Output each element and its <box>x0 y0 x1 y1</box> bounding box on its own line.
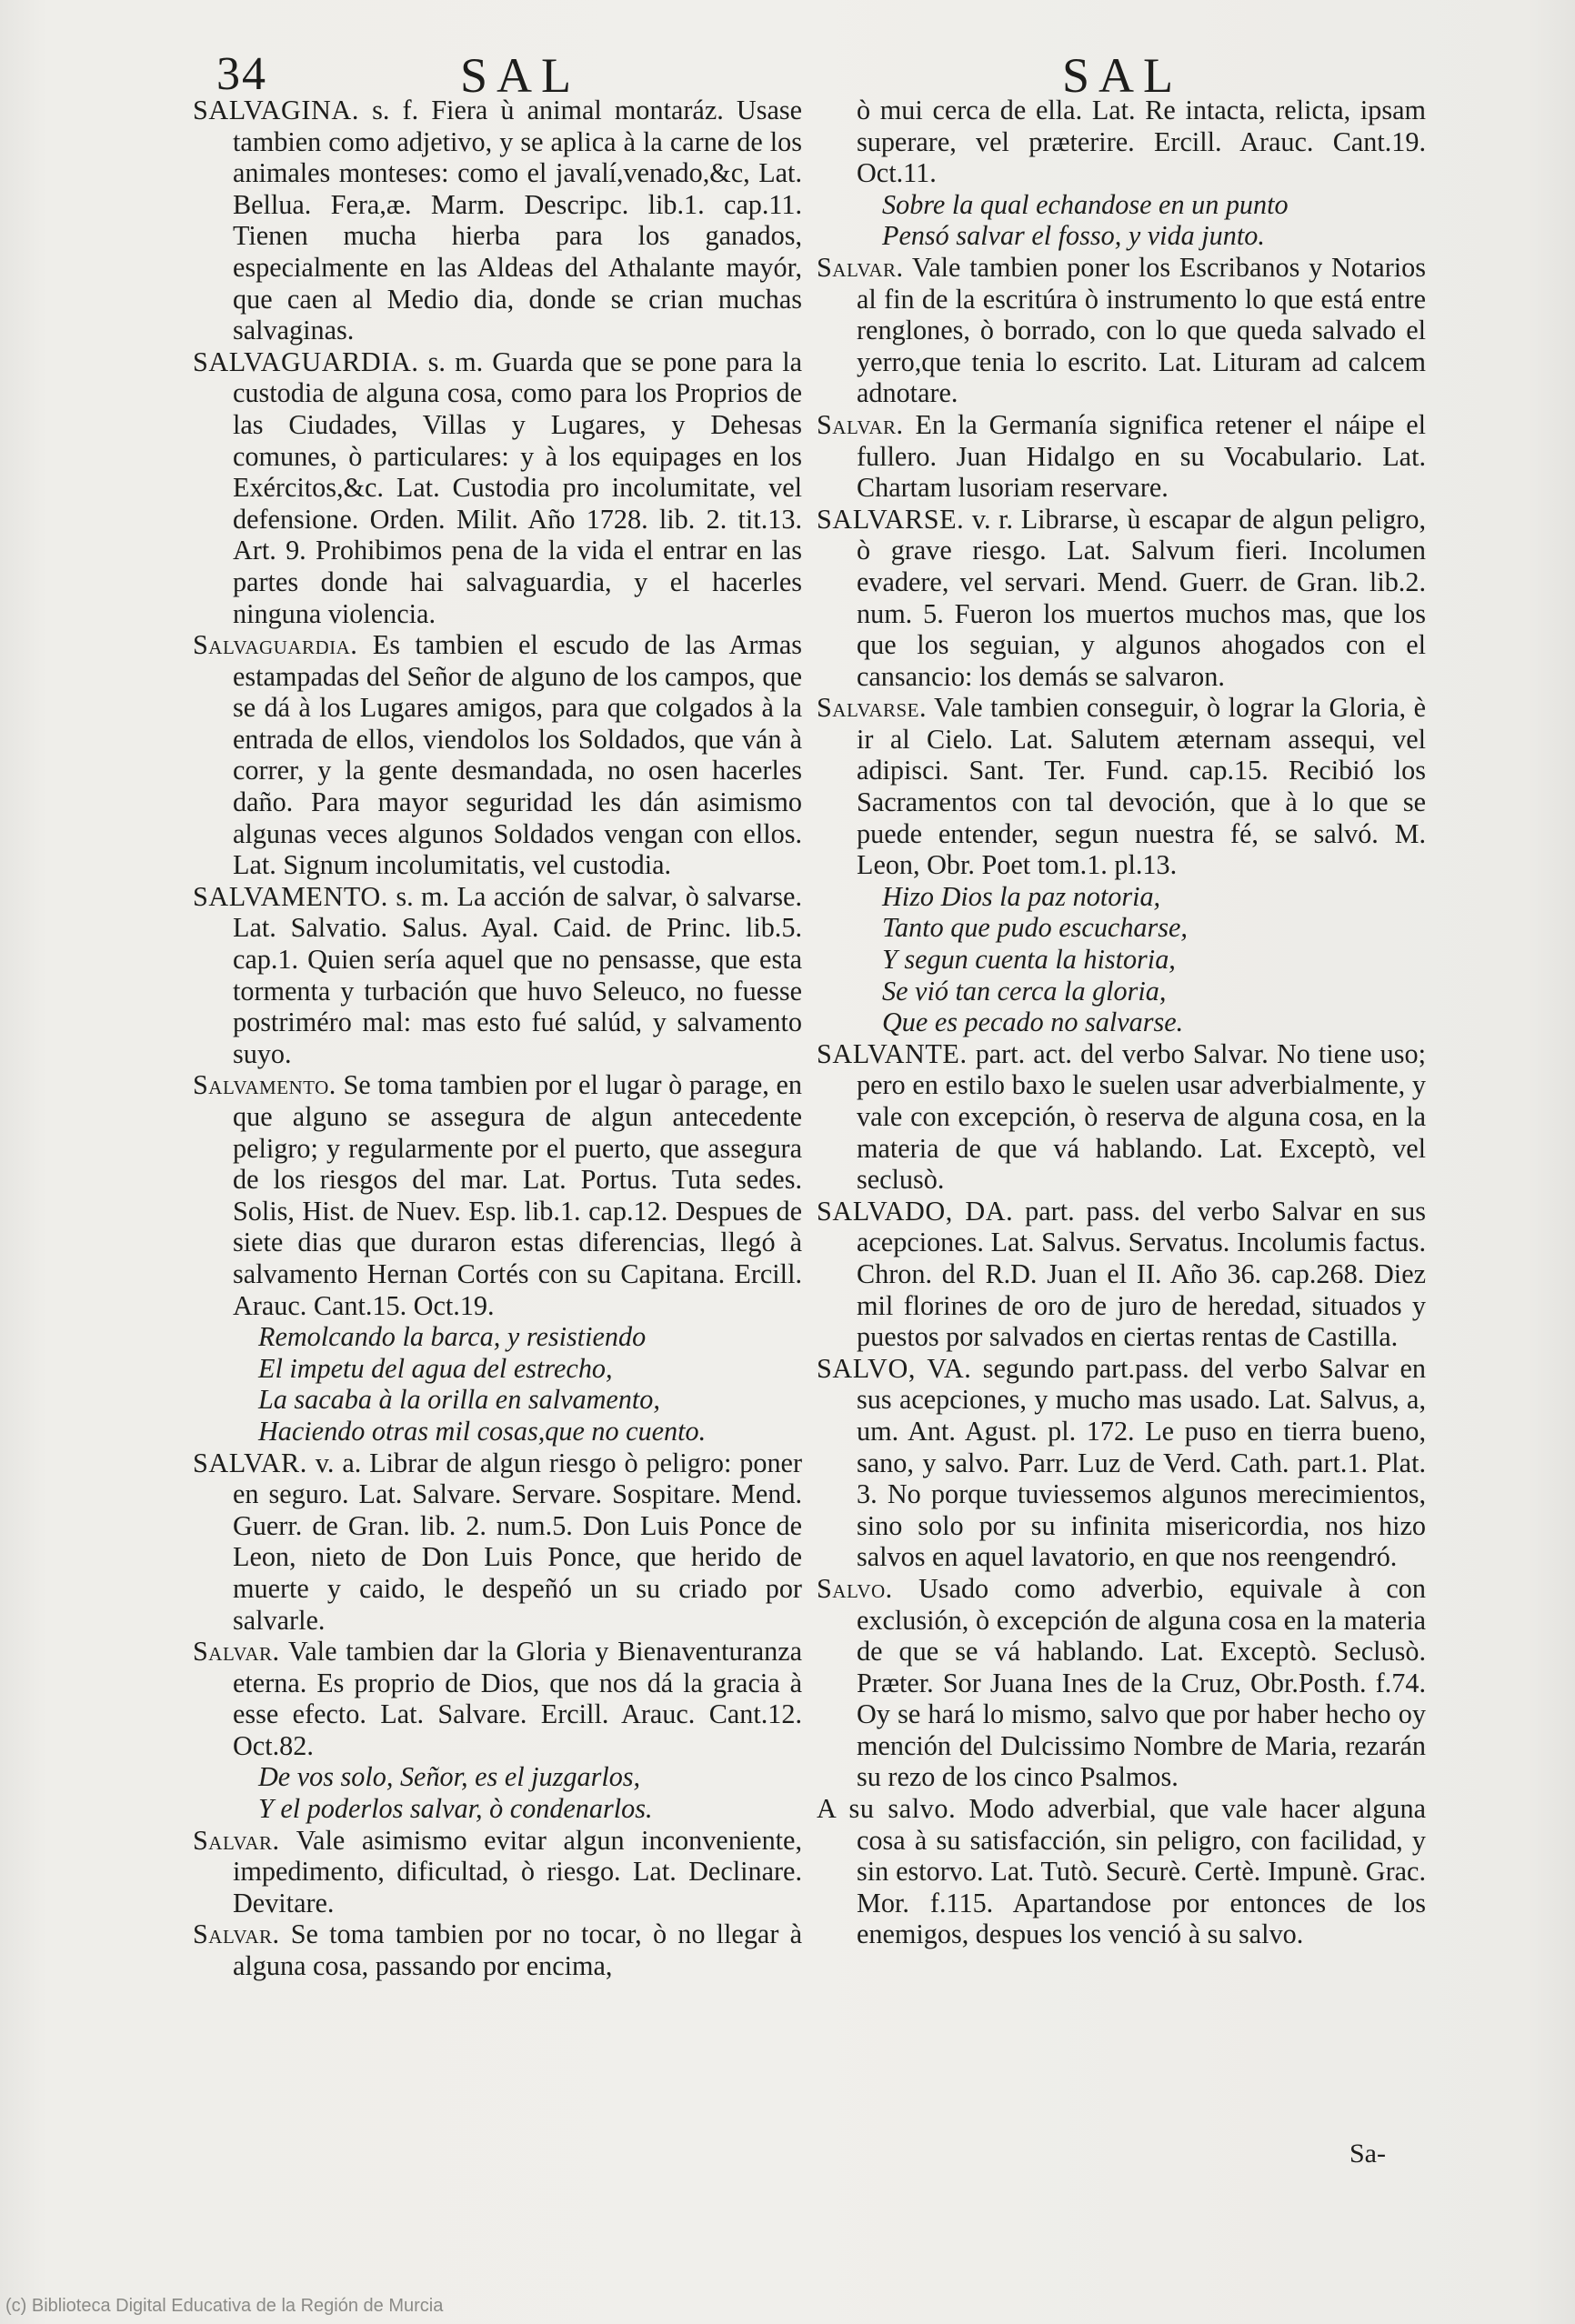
verse-quote <box>817 189 1426 252</box>
entry-salvagina <box>193 95 802 346</box>
headword: SALVANTE. <box>817 1037 968 1069</box>
definition: ò mui cerca de ella. Lat. Re intacta, relicta, ipsam superare, vel præterire. Ercill. Arauc. Cant.19. Oct.11. <box>857 95 1426 189</box>
verse-line: Y segun cuenta la historia, <box>882 944 1176 976</box>
definition: En la Germanía significa retener el náipe el fullero. Juan Hidalgo en su Vocabulario. Lat. Chartam lusoriam reservare. <box>857 408 1426 504</box>
definition: Se toma tambien por no tocar, ò no llegar à alguna cosa, passando por encima, <box>233 1918 802 1982</box>
running-head-right: SAL <box>1062 48 1183 103</box>
definition: Vale asimismo evitar algun inconveniente, impedimento, dificultad, ò riesgo. Lat. Declinare. Devitare. <box>233 1824 802 1918</box>
definition: segundo part.pass. del verbo Salvar en sus acepciones, y mucho mas usado. Lat. Salvus, a, um. Ant. Agust. pl. 172. Le puso en tierra bueno, sano, y salvo. Parr. Luz de Verd. Cath. part.1. Plat. 3. No porque tuviessemos algunos merecimientos, sino solo por su infinita misericordia, nos hizo salvos en aquel lavatorio, en que nos reengendró. <box>857 1352 1426 1573</box>
entry-salvamento <box>193 881 802 1070</box>
left-column <box>193 95 802 1982</box>
definition: Vale tambien dar la Gloria y Bienaventuranza eterna. Es proprio de Dios, que nos dá la gracia à esse efecto. Lat. Salvare. Ercill. Arauc. Cant.12. Oct.82. <box>233 1636 802 1761</box>
entry-salvar-4 <box>193 1918 802 1981</box>
headword: Salvar. <box>817 251 904 283</box>
verse-line: Remolcando la barca, y resistiendo <box>258 1321 647 1353</box>
headword: SALVAGINA. <box>193 95 359 125</box>
headword: SALVARSE. <box>817 503 965 535</box>
verse-line: De vos solo, Señor, es el juzgarlos, <box>258 1761 641 1793</box>
headword: Salvamento. <box>193 1069 336 1101</box>
entry-salvaguardia-2 <box>193 629 802 881</box>
headword: Salvar. <box>193 1636 280 1668</box>
definition: Vale tambien poner los Escribanos y Notarios al fin de la escritúra ò instrumento lo que está entre renglones, ò borrado, con lo que queda salvado el yerro,que tenia lo escrito. Lat. Lituram ad calcem adnotare. <box>857 251 1426 409</box>
headword: SALVAGUARDIA. <box>193 346 419 377</box>
verse-line: Sobre la qual echandose en un punto <box>882 188 1289 220</box>
definition: Se toma tambien por el lugar ò parage, en que alguno se assegura de algun antecedente peligro; y regularmente por el puerto, que assegura de los riesgos del mar. Lat. Portus. Tuta sedes. Solis, Hist. de Nuev. Esp. lib.1. cap.12. Despues de siete dias que duraron estas diferencias, llegó à salvamento Hernan Cortés con su Capitana. Ercill. Arauc. Cant.15. Oct.19. <box>233 1069 802 1321</box>
entry-salvado <box>817 1196 1426 1353</box>
entry-salvarse <box>817 504 1426 693</box>
headword: Salvo. <box>817 1572 893 1604</box>
definition: Vale tambien conseguir, ò lograr la Gloria, è ir al Cielo. Lat. Salutem æternam assequi, vel adipisci. Sant. Ter. Fund. cap.15. Recibió los Sacramentos con tal devoción, que à lo que se puede entender, segun nuestra fé, se salvó. M. Leon, Obr. Poet tom.1. pl.13. <box>857 692 1426 881</box>
page-header <box>0 47 1575 102</box>
entry-salvo-2 <box>817 1573 1426 1793</box>
verse-line: Hizo Dios la paz notoria, <box>882 880 1161 912</box>
entry-salvar-3 <box>193 1825 802 1919</box>
headword: SALVAMENTO. <box>193 880 388 912</box>
verse-line: Se vió tan cerca la gloria, <box>882 975 1167 1007</box>
headword: Salvar. <box>193 1918 280 1950</box>
verse-quote <box>817 881 1426 1038</box>
headword: Salvar. <box>817 408 904 440</box>
definition: v. a. Librar de algun riesgo ò peligro: poner en seguro. Lat. Salvare. Servare. Sospitare. Mend. Guerr. de Gran. lib. 2. num.5. Don Luis Ponce de Leon, nieto de Don Luis Ponce, que herido de muerte y caido, le despeñó un su criado por salvarle. <box>233 1447 803 1636</box>
verse-quote <box>193 1321 802 1447</box>
verse-line: Y el poderlos salvar, ò condenarlos. <box>258 1793 653 1825</box>
headword: Salvar. <box>193 1824 280 1856</box>
verse-line: Tanto que pudo escucharse, <box>882 912 1188 944</box>
entry-salvar-6 <box>817 409 1426 504</box>
entry-salvarse-2 <box>817 692 1426 881</box>
definition: s. m. Guarda que se pone para la custodia de alguna cosa, como para los Proprios de las Ciudades, Villas y Lugares, y Dehesas comunes, ò particulares: y à los equipages en los Exércitos,&c. Lat. Custodia pro incolumitate, vel defensione. Orden. Milit. Año 1728. lib. 2. tit.13. Art. 9. Prohibimos pena de la vida el entrar en las partes donde hai salvaguardia, y el hacerles ninguna violencia. <box>233 346 802 629</box>
entry-salvaguardia <box>193 346 802 629</box>
verse-line: Pensó salvar el fosso, y vida junto. <box>882 220 1265 252</box>
headword: Salvaguardia. <box>193 629 358 661</box>
headword: Salvarse. <box>817 692 928 724</box>
entry-a-su-salvo <box>817 1793 1426 1950</box>
definition: v. r. Librarse, ù escapar de algun peligro, ò grave riesgo. Lat. Salvum fieri. Incolumen evadere, vel servari. Mend. Guerr. de Gran. lib.2. num. 5. Fueron los muertos muchos mas, que los que los seguian, y algunos ahogados con el cansancio: los demás se salvaron. <box>857 503 1427 692</box>
right-column <box>817 95 1426 1950</box>
verse-line: La sacaba à la orilla en salvamento, <box>258 1384 660 1416</box>
page-number: 34 <box>216 48 267 100</box>
definition: part. act. del verbo Salvar. No tiene uso; pero en estilo baxo le suelen usar adverbialmente, y vale con excepción, ò reserva de alguna cosa, en la materia de que vá hablando. Lat. Exceptò, vel seclusò. <box>857 1037 1426 1196</box>
definition: Usado como adverbio, equivale à con exclusión, ò excepción de alguna cosa en la materia de que se vá hablando. Lat. Exceptò. Seclusò. Præter. Sor Juana Ines de la Cruz, Obr.Posth. f.74. Oy se hará lo mismo, salvo que por haber hecho oy mención del Dulcissimo Nombre de Maria, rezarán su rezo de los cinco Psalmos. <box>857 1572 1426 1793</box>
copyright-footer: (c) Biblioteca Digital Educativa de la Región de Murcia <box>5 2296 444 2316</box>
entry-salvar-5 <box>817 252 1426 409</box>
running-head-left: SAL <box>460 48 581 103</box>
verse-quote <box>193 1761 802 1824</box>
verse-line: Haciendo otras mil cosas,que no cuento. <box>258 1415 707 1447</box>
entry-salvo <box>817 1353 1426 1573</box>
definition: s. m. La acción de salvar, ò salvarse. Lat. Salvatio. Salus. Ayal. Caid. de Princ. lib.5. cap.1. Quien sería aquel que no pensasse, que esta tormenta y turbación que huvo Seleuco, no fuesse postriméro mal: mas esto fué salúd, y salvamento suyo. <box>233 880 803 1069</box>
verse-line: El impetu del agua del estrecho, <box>258 1352 613 1384</box>
entry-salvar <box>193 1447 802 1637</box>
entry-salvante <box>817 1038 1426 1196</box>
entry-continuation <box>817 95 1426 189</box>
headword: A su salvo. <box>817 1793 957 1825</box>
entry-salvamento-2 <box>193 1069 802 1321</box>
definition: s. f. Fiera ù animal montaráz. Usase tambien como adjetivo, y se aplica à la carne de los animales monteses: como el javalí,venado,&c, Lat. Bellua. Fera,æ. Marm. Descripc. lib.1. cap.11. Tienen mucha hierba para los ganados, especialmente en las Aldeas del Athalante mayór, que caen al Medio dia, donde se crian muchas salvaginas. <box>233 95 803 346</box>
definition: part. pass. del verbo Salvar en sus acepciones. Lat. Salvus. Servatus. Incolumis factus. Chron. del R.D. Juan el II. Año 36. cap.268. Diez mil florines de oro de juro de heredad, situados y puestos por salvados en ciertas rentas de Castilla. <box>857 1195 1427 1353</box>
definition: Es tambien el escudo de las Armas estampadas del Señor de alguno de los campos, que se dá à los Lugares amigos, para que colgados à la entrada de ellos, viendolos los Soldados, que ván à correr, y la gente desmandada, no osen hacerles daño. Para mayor seguridad les dán asimismo algunas veces algunos Soldados vengan con ellos. Lat. Signum incolumitatis, vel custodia. <box>233 629 803 881</box>
headword: SALVO, VA. <box>817 1352 972 1384</box>
entry-salvar-2 <box>193 1636 802 1761</box>
definition: Modo adverbial, que vale hacer alguna cosa à su satisfacción, sin peligro, con facilidad, y sin estorvo. Lat. Tutò. Securè. Certè. Impunè. Grac. Mor. f.115. Apartandose por entonces de los enemigos, despues los venció à su salvo. <box>857 1793 1426 1950</box>
headword: SALVAR. <box>193 1447 307 1478</box>
catchword: Sa- <box>1349 2139 1386 2169</box>
headword: SALVADO, DA. <box>817 1195 1014 1227</box>
verse-line: Que es pecado no salvarse. <box>882 1007 1184 1038</box>
